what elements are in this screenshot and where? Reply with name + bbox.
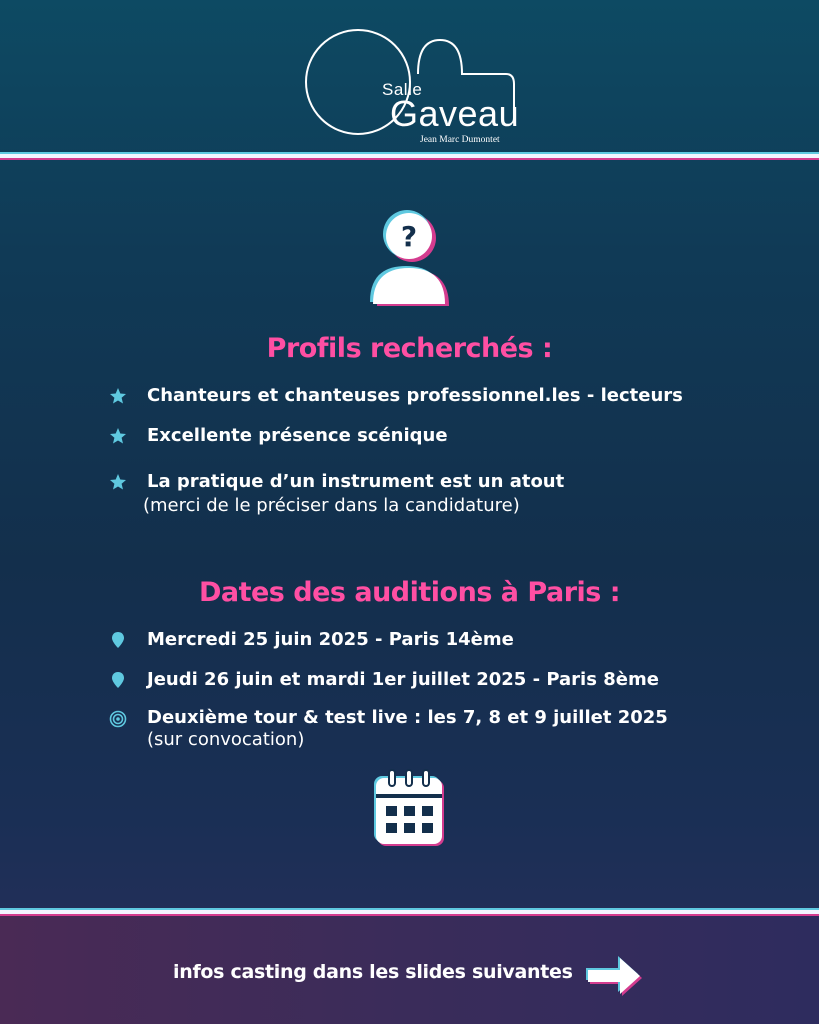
star-icon [109,387,127,405]
svg-text:?: ? [400,220,418,253]
location-pin-icon [109,671,127,689]
audition-item-note: (sur convocation) [147,729,305,750]
location-pin-icon [109,631,127,649]
profile-item-note: (merci de le préciser dans la candidature) [143,495,520,516]
logo-subtitle: Jean Marc Dumontet [420,135,500,145]
audition-item [147,706,668,750]
audition-item-text: Mercredi 25 juin 2025 - Paris 14ème [147,629,514,650]
profile-item [147,424,448,448]
bottom-divider [0,910,819,914]
logo-salle-text: Salle [382,80,423,99]
audition-item [147,668,659,692]
audition-item-text: Deuxième tour & test live : les 7, 8 et 9 juillet 2025 [147,707,668,728]
salle-gaveau-logo [300,22,520,145]
calendar-icon [372,768,448,850]
arrow-right-icon[interactable] [584,950,644,1000]
profile-item-text: Chanteurs et chanteuses professionnel.les - lecteurs [147,385,683,406]
profile-item-text: Excellente présence scénique [147,425,448,446]
star-icon [109,427,127,445]
profiles-heading: Profils recherchés : [266,333,553,364]
logo-gaveau-text: Gaveau [390,93,520,134]
audition-item-text: Jeudi 26 juin et mardi 1er juillet 2025 - Paris 8ème [147,669,659,690]
profile-item [147,384,683,408]
star-icon [109,473,127,491]
person-question-icon [366,210,452,306]
audition-item [147,628,514,652]
profile-item [143,470,565,518]
top-divider [0,154,819,158]
profile-item-text: La pratique d’un instrument est un atout [147,471,565,492]
target-icon [109,710,127,728]
auditions-heading: Dates des auditions à Paris : [198,577,621,608]
footer-text: infos casting dans les slides suivantes [173,961,573,983]
